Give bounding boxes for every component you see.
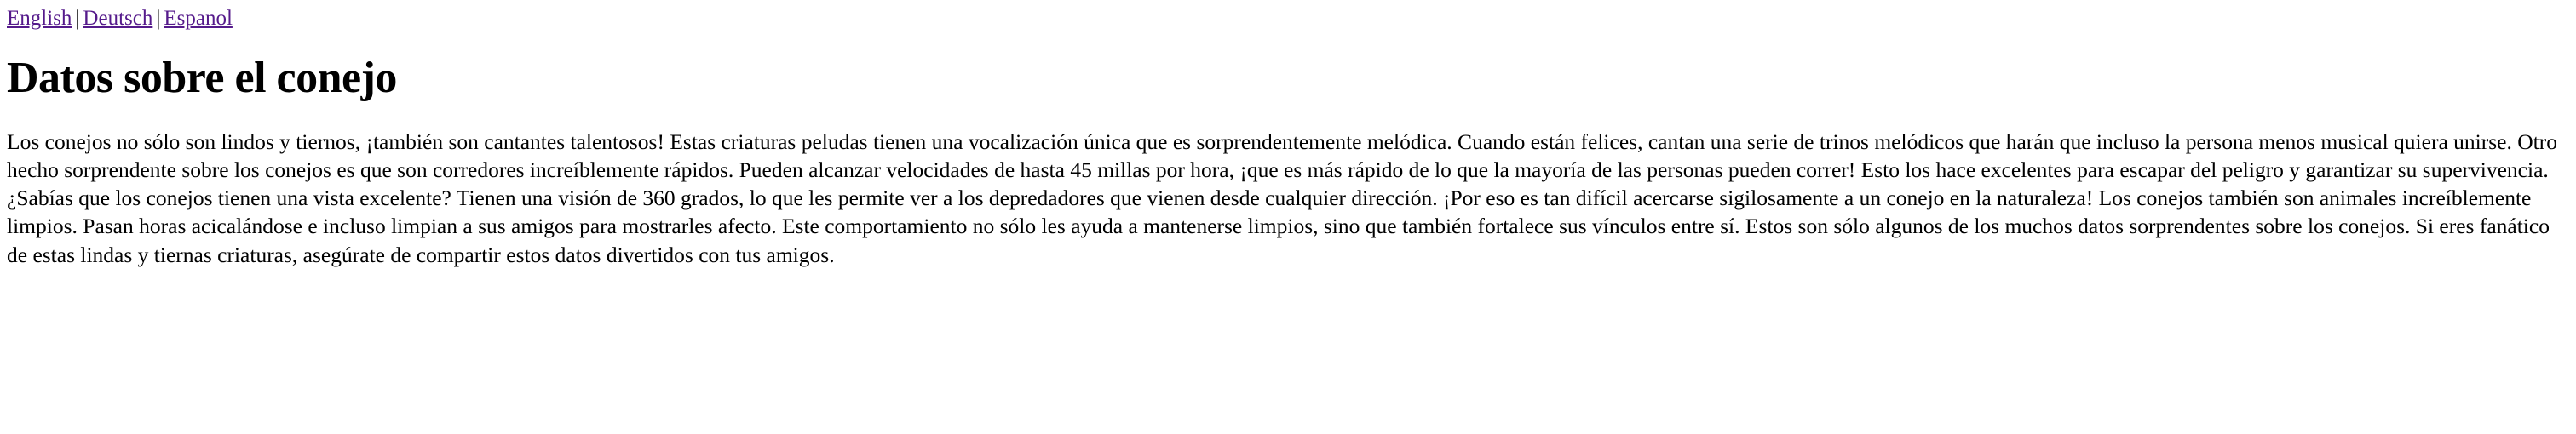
article-body: Los conejos no sólo son lindos y tiernos, ¡también son cantantes talentosos! Estas criaturas peludas tienen una vocalización única que es sorprendentemente melódica. Cuando están felices, cantan una serie de trinos melódicos que harán que incluso la persona menos musical quiera unirse. Otro hecho sorprendente sobre los conejos es que son corredores increíblemente rápidos. Pueden alcanzar velocidades de hasta 45 millas por hora, ¡que es más rápido de lo que la mayoría de las personas pueden correr! Esto los hace excelentes para escapar del peligro y garantizar su supervivencia. ¿Sabías que los conejos tienen una vista excelente? Tienen una visión de 360 grados, lo que les permite ver a los depredadores que vienen desde cualquier dirección. ¡Por eso es tan difícil acercarse sigilosamente a un conejo en la naturaleza! Los conejos también son animales increíblemente limpios. Pasan horas acicalándose e incluso limpian a sus amigos para mostrarles afecto. Este comportamiento no sólo les ayuda a mantenerse limpios, sino que también fortalece sus vínculos entre sí. Estos son sólo algunos de los muchos datos sorprendentes sobre los conejos. Si eres fanático de estas lindas y tiernas criaturas, asegúrate de compartir estos datos divertidos con tus amigos.: [7, 128, 2557, 267]
language-separator-2: |: [156, 7, 161, 30]
language-link-deutsch[interactable]: Deutsch: [83, 7, 153, 30]
language-switcher: [7, 7, 2569, 31]
language-separator-1: |: [75, 7, 80, 30]
language-link-english[interactable]: English: [7, 7, 72, 30]
language-link-espanol[interactable]: Espanol: [164, 7, 233, 30]
page-title: Datos sobre el conejo: [7, 53, 397, 102]
